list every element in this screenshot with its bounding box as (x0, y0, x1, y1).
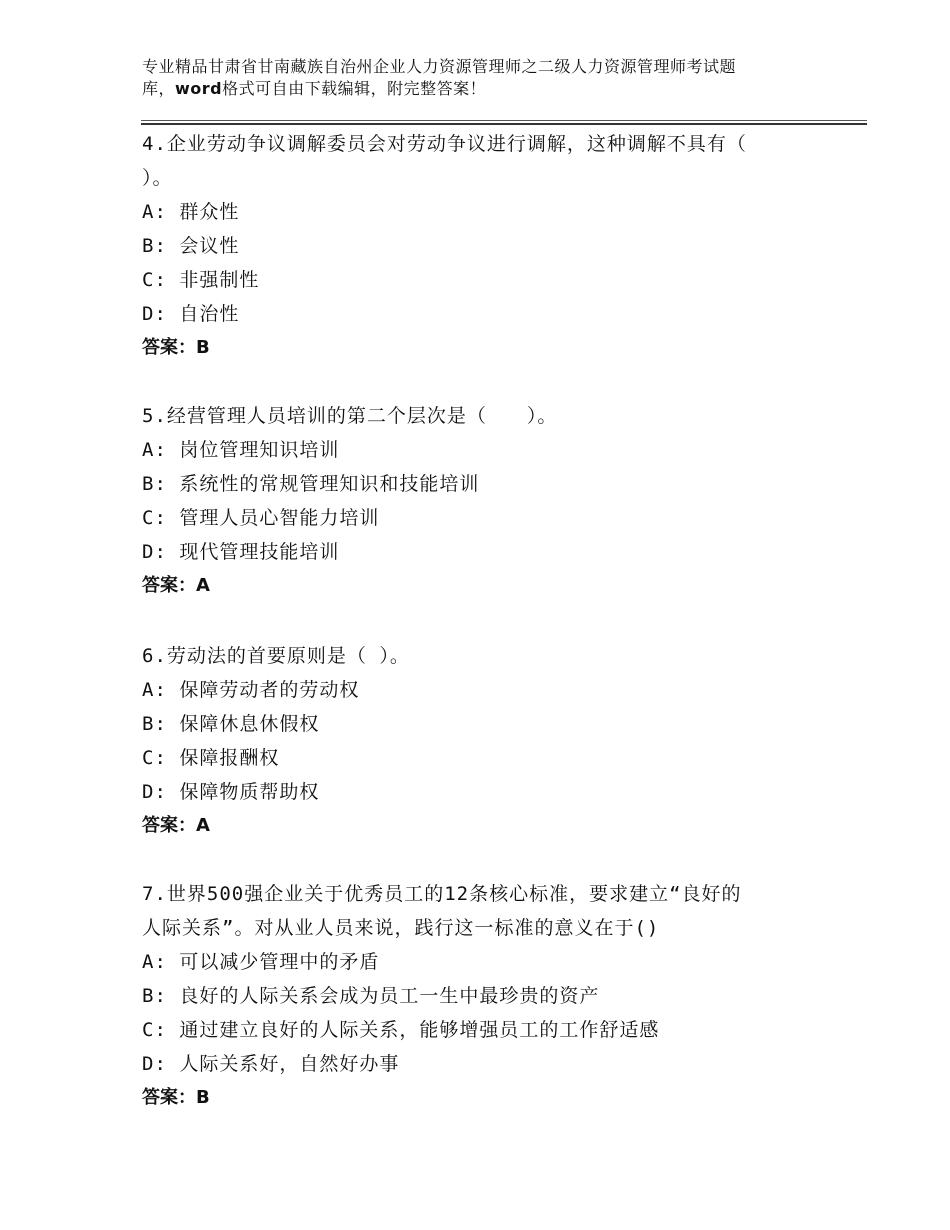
header-line-1: 专业精品甘肃省甘南藏族自治州企业人力资源管理师之二级人力资源管理师考试题 (142, 57, 737, 76)
question-7 (142, 877, 842, 1115)
option-d: D: 保障物质帮助权 (142, 781, 320, 803)
header-line-2-post: 格式可自由下载编辑，附完整答案！ (222, 79, 487, 98)
option-a: A: 保障劳动者的劳动权 (142, 679, 360, 701)
option-a: A: 群众性 (142, 201, 240, 223)
header-line-2-pre: 库， (142, 79, 176, 98)
question-stem: 4.企业劳动争议调解委员会对劳动争议进行调解，这种调解不具有（ (142, 133, 747, 155)
header-word: word (175, 79, 223, 98)
question-stem-cont: 人际关系”。对从业人员来说，践行这一标准的意义在于() (142, 917, 660, 939)
option-b: B: 系统性的常规管理知识和技能培训 (142, 473, 480, 495)
question-4 (142, 127, 842, 365)
option-d: D: 自治性 (142, 303, 240, 325)
option-b: B: 会议性 (142, 235, 240, 257)
answer: 答案：B (142, 337, 210, 358)
question-6 (142, 639, 842, 843)
header-line-2 (142, 78, 842, 100)
option-d: D: 人际关系好，自然好办事 (142, 1053, 400, 1075)
question-stem: 5.经营管理人员培训的第二个层次是（ ）。 (142, 405, 558, 427)
option-d: D: 现代管理技能培训 (142, 541, 340, 563)
question-stem: 6.劳动法的首要原则是（ ）。 (142, 645, 410, 667)
question-stem: 7.世界500强企业关于优秀员工的12条核心标准，要求建立“良好的 (142, 883, 742, 905)
header-divider (141, 120, 867, 125)
option-a: A: 可以减少管理中的矛盾 (142, 951, 380, 973)
option-b: B: 保障休息休假权 (142, 713, 320, 735)
option-a: A: 岗位管理知识培训 (142, 439, 340, 461)
option-c: C: 保障报酬权 (142, 747, 280, 769)
option-c: C: 通过建立良好的人际关系，能够增强员工的工作舒适感 (142, 1019, 660, 1041)
question-5 (142, 399, 842, 603)
answer: 答案：A (142, 815, 210, 836)
question-stem-cont: ）。 (142, 167, 173, 189)
option-b: B: 良好的人际关系会成为员工一生中最珍贵的资产 (142, 985, 600, 1007)
document-header (142, 56, 842, 100)
option-c: C: 非强制性 (142, 269, 260, 291)
answer: 答案：A (142, 575, 210, 596)
option-c: C: 管理人员心智能力培训 (142, 507, 380, 529)
answer: 答案：B (142, 1087, 210, 1108)
